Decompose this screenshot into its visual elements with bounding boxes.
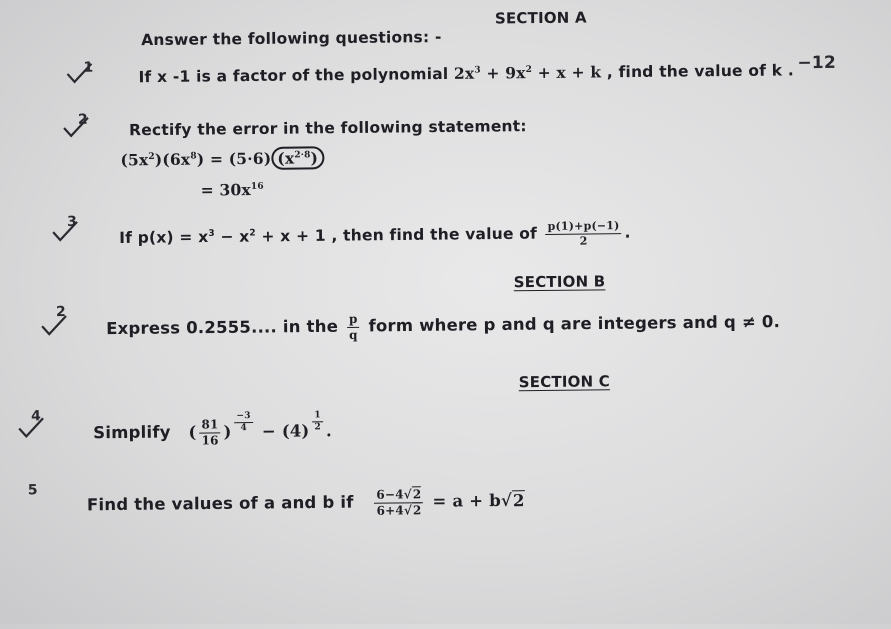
rhs-expression: = a + b√2: [432, 490, 525, 511]
fraction-p1-pm1: $\frac{p(1)+p(-1)}{2}$: [546, 220, 622, 247]
polynomial-expression: $2x^3 + 9x^2 + x + k$: [453, 62, 602, 83]
question-number-6: 5: [27, 482, 38, 499]
question-number-3: 3: [66, 213, 77, 230]
question-4: Express 0.2555.... in the $\frac{p}{q}$ form where p and q are integers and q ≠ 0.: [106, 311, 781, 342]
fraction-p-over-q: $\frac{p}{q}$: [348, 311, 358, 342]
section-a-heading: SECTION A: [494, 8, 587, 28]
section-c-heading: SECTION C: [518, 372, 611, 392]
question-1-text-pre: If x -1 is a factor of the polynomial: [138, 64, 449, 87]
statement-line-1: $(5x^2)(6x^8) = (5\cdot 6)$ $(x^{2\cdot 8})$: [120, 148, 324, 169]
question-3: If $p(x) = x^3 - x^2 + x + 1$ , then find the value of $\frac{p(1)+p(-1)}{2}$ .: [119, 219, 631, 248]
question-2-text: Rectify the error in the following statement:: [128, 117, 527, 140]
question-1: [138, 60, 794, 86]
question-number-1: 1: [83, 59, 94, 76]
question-1-text-post: , find the value of k .: [606, 61, 794, 82]
statement-line-2: = $30x^{16}$: [200, 180, 264, 200]
question-5: Simplify ( $\frac{81}{16}$ ) $\frac{-3}{4}$ − (4) $\frac{1}{2}$ .: [93, 410, 332, 448]
surd-fraction: $\frac{6-4√2}{6+4√2}$: [376, 487, 422, 518]
simplify-expression: ( $\frac{81}{16}$ ) $\frac{-3}{4}$ − (4) $\frac{1}{2}$ .: [188, 410, 332, 448]
question-6: Find the values of a and b if $\frac{6-4√2}{6+4√2}$ = a + b√2: [86, 487, 525, 518]
handwritten-answer-q1: −12: [797, 52, 837, 74]
question-number-2: 2: [77, 111, 88, 128]
instruction-text: Answer the following questions: -: [141, 28, 442, 50]
section-b-heading: SECTION B: [513, 272, 606, 292]
question-number-4: 2: [55, 303, 66, 321]
question-number-5: 4: [30, 408, 41, 425]
circled-error: $(x^{2\cdot 8})$: [271, 146, 324, 170]
